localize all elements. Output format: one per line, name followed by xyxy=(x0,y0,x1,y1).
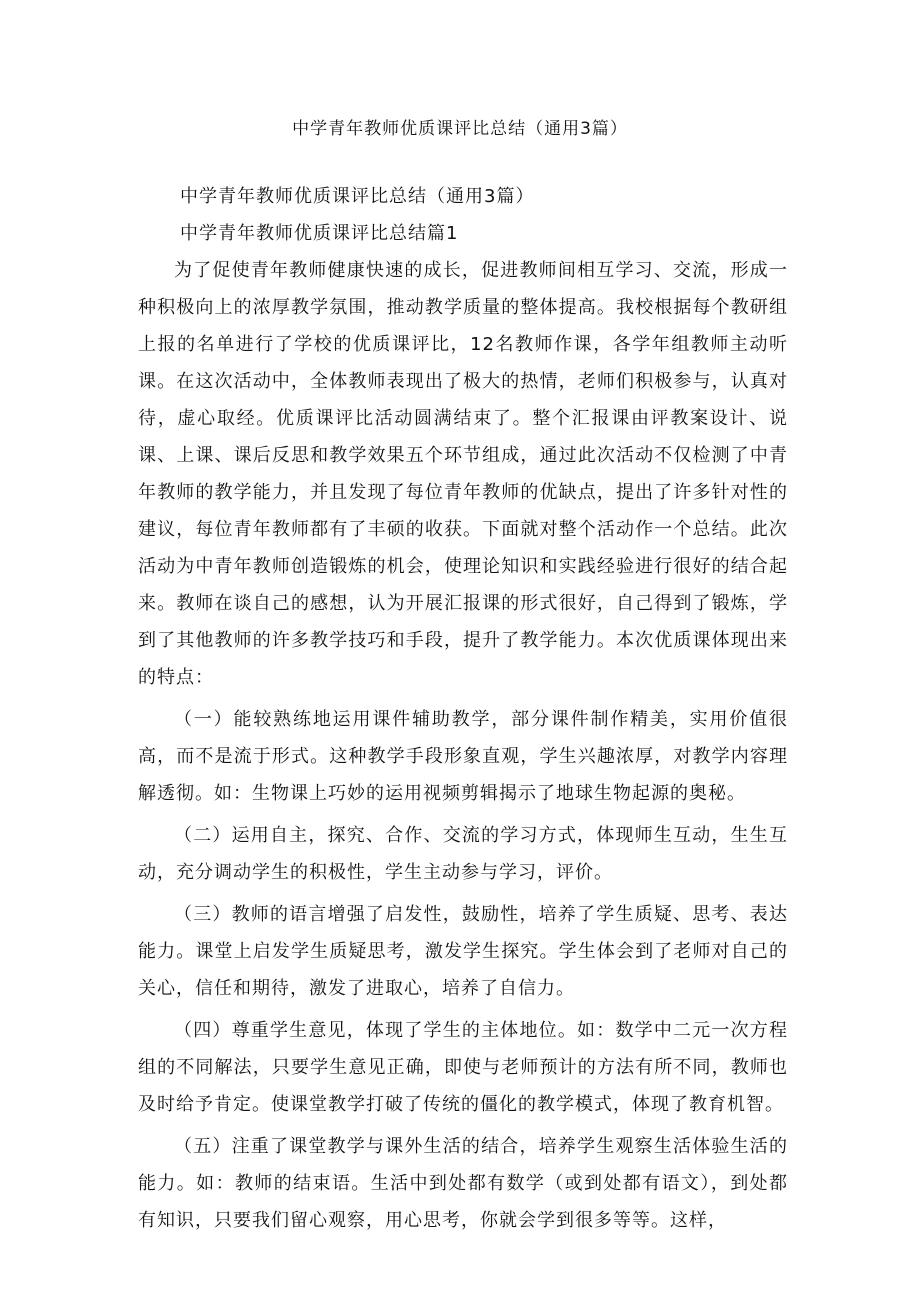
paragraph-point-2: （二）运用自主，探究、合作、交流的学习方式，体现师生互动，生生互动，充分调动学生的积极性，学生主动参与学习，评价。 xyxy=(138,825,788,883)
document-body xyxy=(138,178,788,1239)
paragraph-point-3: （三）教师的语言增强了启发性，鼓励性，培养了学生质疑、思考、表达能力。课堂上启发学生质疑思考，激发学生探究。学生体会到了老师对自己的关心，信任和期待，激发了进取心，培养了自信力。 xyxy=(138,904,788,999)
paragraph-point-4: （四）尊重学生意见，体现了学生的主体地位。如：数学中二元一次方程组的不同解法，只要学生意见正确，即使与老师预计的方法有所不同，教师也及时给予肯定。使课堂教学打破了传统的僵化的教学模式，体现了教育机智。 xyxy=(138,1020,788,1115)
paragraph-point-1: （一）能较熟练地运用课件辅助教学，部分课件制作精美，实用价值很高，而不是流于形式。这种教学手段形象直观，学生兴趣浓厚，对教学内容理解透彻。如：生物课上巧妙的运用视频剪辑揭示了地球生物起源的奥秘。 xyxy=(138,709,788,804)
paragraph-point-5: （五）注重了课堂教学与课外生活的结合，培养学生观察生活体验生活的能力。如：教师的结束语。生活中到处都有数学（或到处都有语文），到处都有知识，只要我们留心观察，用心思考，你就会学到很多等等。这样， xyxy=(138,1136,788,1231)
paragraph-intro: 为了促使青年教师健康快速的成长，促进教师间相互学习、交流，形成一种积极向上的浓厚教学氛围，推动教学质量的整体提高。我校根据每个教研组上报的名单进行了学校的优质课评比，12名教师作课，各学年组教师主动听课。在这次活动中，全体教师表现出了极大的热情，老师们积极参与，认真对待，虚心取经。优质课评比活动圆满结束了。整个汇报课由评教案设计、说课、上课、课后反思和教学效果五个环节组成，通过此次活动不仅检测了中青年教师的教学能力，并且发现了每位青年教师的优缺点，提出了许多针对性的建议，每位青年教师都有了丰硕的收获。下面就对整个活动作一个总结。此次活动为中青年教师创造锻炼的机会，使理论知识和实践经验进行很好的结合起来。教师在谈自己的感想，认为开展汇报课的形式很好，自己得到了锻炼，学到了其他教师的许多教学技巧和手段，提升了教学能力。本次优质课体现出来的特点： xyxy=(138,260,788,688)
document-subtitle: 中学青年教师优质课评比总结（通用3篇） xyxy=(180,186,535,207)
section-heading: 中学青年教师优质课评比总结篇1 xyxy=(180,223,459,244)
document-title: 中学青年教师优质课评比总结（通用3篇） xyxy=(292,119,628,139)
